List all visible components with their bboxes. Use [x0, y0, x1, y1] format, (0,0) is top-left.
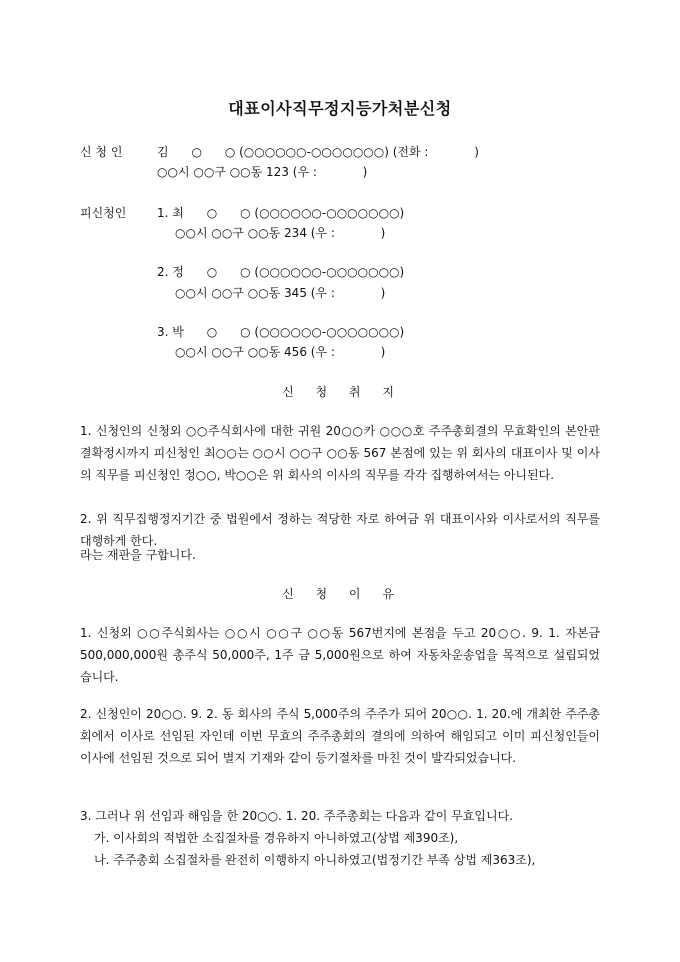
document-title: 대표이사직무정지등가처분신청: [228, 99, 452, 118]
applicant-name-line: 김 ○ ○ (○○○○○○-○○○○○○○) (전화 : ): [157, 145, 479, 159]
reason-item-1: 1. 신청외 ○○주식회사는 ○○시 ○○구 ○○동 567번지에 본점을 두고 20○○. 9. 1. 자본금 500,000,000원 총주식 50,000주, 1주 금 5,000원으로 하여 자동차운송업을 목적으로 설립되었습니다.: [80, 626, 600, 684]
reason-subitem-b: 나. 주주총회 소집절차를 완전히 이행하지 아니하였고(법정기간 부족 상법 제363조),: [94, 853, 536, 867]
purpose-item-1: 1. 신청인의 신청외 ○○주식회사에 대한 귀원 20○○카 ○○○호 주주총회결의 무효확인의 본안판결확정시까지 피신청인 최○○는 ○○시 ○○구 ○○동 567 본점에 있는 위 회사의 대표이사 및 이사의 직무를 피신청인 정○○, 박○○은 위 회사의 이사의 직무를 각각 집행하여서는 아니된다.: [80, 424, 600, 482]
reason-item-3: 3. 그러나 위 선임과 해임을 한 20○○. 1. 20. 주주총회는 다음과 같이 무효입니다.: [80, 809, 513, 823]
respondent-3-address-line: ○○시 ○○구 ○○동 456 (우 : ): [175, 345, 386, 359]
applicant-label: 신 청 인: [80, 145, 123, 159]
respondent-2-address-line: ○○시 ○○구 ○○동 345 (우 : ): [175, 286, 386, 300]
respondent-1-name-line: 1. 최 ○ ○ (○○○○○○-○○○○○○○): [157, 206, 405, 220]
respondents-label: 피신청인: [80, 206, 127, 220]
respondent-1-address-line: ○○시 ○○구 ○○동 234 (우 : ): [175, 226, 386, 240]
reason-subitem-a: 가. 이사회의 적법한 소집절차를 경유하지 아니하였고(상법 제390조),: [94, 831, 459, 845]
purpose-heading: 신 청 취 지: [282, 385, 398, 399]
respondent-3-name-line: 3. 박 ○ ○ (○○○○○○-○○○○○○○): [157, 325, 405, 339]
purpose-closing: 라는 재판을 구합니다.: [80, 548, 196, 562]
respondent-2-name-line: 2. 정 ○ ○ (○○○○○○-○○○○○○○): [157, 265, 405, 279]
purpose-item-2: 2. 위 직무집행정지기간 중 법원에서 정하는 적당한 자로 하여금 위 대표이사와 이사로서의 직무를 대행하게 한다.: [80, 512, 600, 548]
applicant-address-line: ○○시 ○○구 ○○동 123 (우 : ): [157, 165, 368, 179]
reason-item-2: 2. 신청인이 20○○. 9. 2. 동 회사의 주식 5,000주의 주주가 되어 20○○. 1. 20.에 개최한 주주총회에서 이사로 선임된 자인데 이번 무효의 주주총회의 결의에 의하여 해임되고 이미 피신청인들이 이사에 선임된 것으로 되어 별지 기재와 같이 등기절차를 마친 것이 발각되었습니다.: [80, 707, 600, 765]
reasons-heading: 신 청 이 유: [282, 587, 398, 601]
